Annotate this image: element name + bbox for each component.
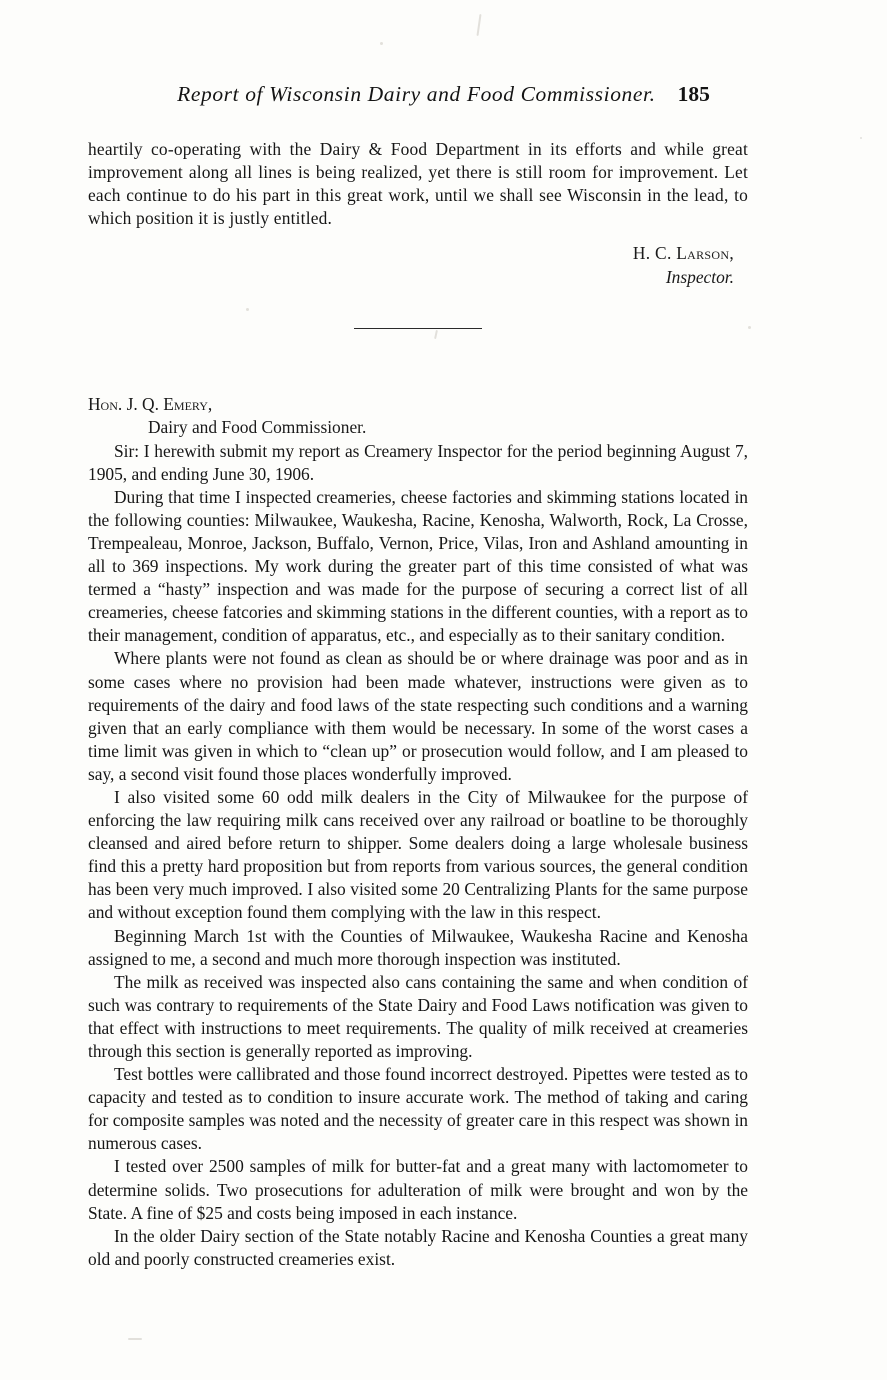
- signature-name: H. C. Larson,: [632, 243, 734, 264]
- signature-role: Inspector.: [665, 266, 734, 287]
- addressee-block: [88, 393, 748, 439]
- letter-paragraph-8: I tested over 2500 samples of milk for butter-fat and a great many with lactomometer to determine solids. Two prosecutions for adulteration of milk were brought and won by the State. A fine of $25 and costs being imposed in each instance.: [88, 1156, 748, 1223]
- letter-paragraph-4: I also visited some 60 odd milk dealers in the City of Milwaukee for the purpose of enforcing the law requiring milk cans received over any railroad or boatline to be thoroughly cleansed and aired before return to shipper. Some dealers doing a large wholesale business find this a pretty hard proposition but from reports from various sources, the general condition has been very much improved. I also visited some 20 Centralizing Plants for the same purpose and without exception found them complying with the law in this respect.: [88, 786, 748, 923]
- letter-paragraph-5: Beginning March 1st with the Counties of Milwaukee, Waukesha Racine and Kenosha assigned to me, a second and much more thorough inspection was instituted.: [88, 925, 748, 969]
- letter-paragraph-6: The milk as received was inspected also cans containing the same and when condition of such was contrary to requirements of the State Dairy and Food Laws notification was given to that effect with instructions to meet requirements. The quality of milk received at creameries through this section is generally reported as improving.: [88, 971, 748, 1061]
- section-divider: [88, 319, 748, 337]
- scan-speck: [476, 14, 481, 36]
- scan-speck: [380, 42, 383, 45]
- addressee-name: Hon. J. Q. Emery,: [88, 394, 213, 415]
- running-head-title: Report of Wisconsin Dairy and Food Commissioner.: [177, 82, 656, 106]
- body-column: [88, 138, 748, 1271]
- scan-speck: [128, 1338, 142, 1340]
- running-head: [0, 82, 887, 107]
- letter-paragraph-7: Test bottles were callibrated and those found incorrect destroyed. Pipettes were tested as to capacity and tested as to condition to insure accurate work. The method of taking and caring for composite samples was noted and the necessity of greater care in this respect was shown in numerous cases.: [88, 1064, 748, 1154]
- letter-paragraph-1: Sir: I herewith submit my report as Creamery Inspector for the period beginning August 7, 1905, and ending June 30, 1906.: [88, 440, 748, 484]
- addressee-title: Dairy and Food Commissioner.: [148, 417, 367, 438]
- letter-paragraph-9: In the older Dairy section of the State notably Racine and Kenosha Counties a great many old and poorly constructed creameries exist.: [88, 1225, 748, 1269]
- page-number: 185: [677, 82, 710, 106]
- scan-speck: [860, 137, 862, 139]
- signature-block: [88, 242, 748, 289]
- letter-paragraph-3: Where plants were not found as clean as should be or where drainage was poor and as in some cases where no provision had been made whatever, instructions were given as to requirements of the dairy and food laws of the state respecting such conditions and a warning given that an early compliance with them would be necessary. In some of the worst cases a time limit was given in which to “clean up” or prosecution would follow, and I am pleased to say, a second visit found those places wonderfully improved.: [88, 648, 748, 784]
- letter-paragraph-2: During that time I inspected creameries, cheese factories and skimming stations located in the following counties: Milwaukee, Waukesha, Racine, Kenosha, Walworth, Rock, La Crosse, Trempealeau, Monroe, Jackson, Buffalo, Vernon, Price, Vilas, Iron and Ashland amounting in all to 369 inspections. My work during the greater part of this time consisted of what was termed a “hasty” inspection and was made for the purpose of securing a correct list of all creameries, cheese fatcories and skimming stations in the different counties, with a report as to their management, condition of apparatus, etc., and especially as to their sanitary condition.: [88, 486, 748, 646]
- top-paragraph: heartily co-operating with the Dairy & Food Department in its efforts and while great improvement along all lines is being realized, yet there is still room for improvement. Let each continue to do his part in this great work, until we shall see Wisconsin in the lead, to which position it is justly entitled.: [88, 139, 748, 229]
- horizontal-rule: [354, 328, 482, 329]
- scan-speck: [748, 326, 751, 329]
